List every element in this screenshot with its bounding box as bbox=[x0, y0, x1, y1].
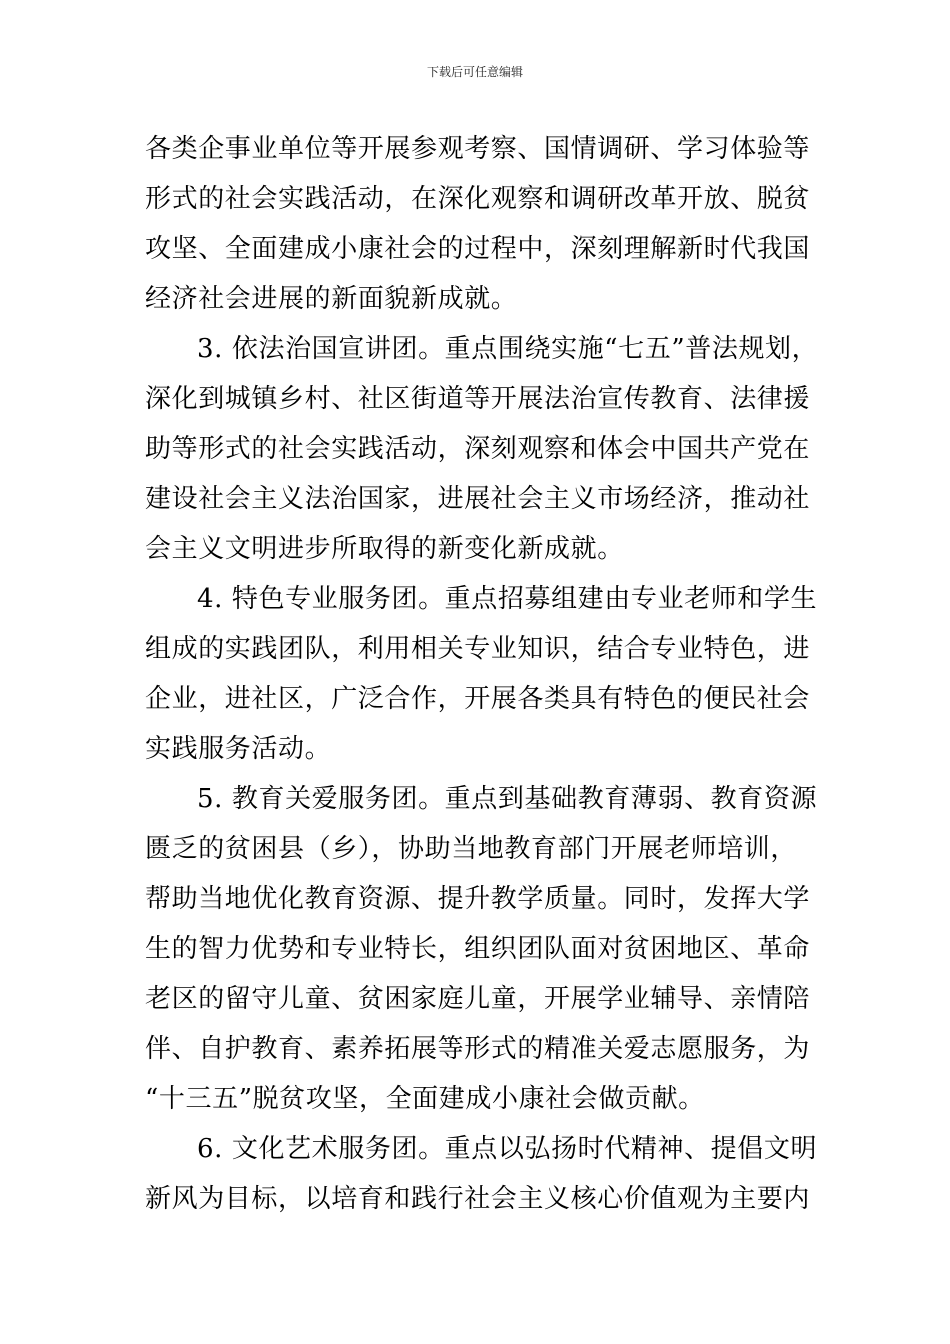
body-text-line: 企业，进社区，广泛合作，开展各类具有特色的便民社会 bbox=[145, 684, 811, 714]
body-text-line: 攻坚、全面建成小康社会的过程中，深刻理解新时代我国 bbox=[145, 234, 811, 264]
body-text-line: 会主义文明进步所取得的新变化新成就。 bbox=[145, 534, 624, 564]
page-header: 下载后可任意编辑 bbox=[426, 65, 523, 79]
body-text-line: “十三五”脱贫攻坚，全面建成小康社会做贡献。 bbox=[145, 1084, 705, 1114]
body-text-line: 深化到城镇乡村、社区街道等开展法治宣传教育、法律援 bbox=[145, 384, 811, 414]
body-text-line: 6. 文化艺术服务团。重点以弘扬时代精神、提倡文明 bbox=[197, 1134, 818, 1164]
body-text-line: 组成的实践团队，利用相关专业知识，结合专业特色，进 bbox=[145, 634, 811, 664]
body-text-line: 实践服务活动。 bbox=[145, 734, 332, 764]
body-text-line: 新风为目标，以培育和践行社会主义核心价值观为主要内 bbox=[145, 1184, 811, 1214]
body-text-line: 形式的社会实践活动，在深化观察和调研改革开放、脱贫 bbox=[145, 184, 811, 214]
body-text-line: 建设社会主义法治国家，进展社会主义市场经济，推动社 bbox=[145, 484, 811, 514]
body-text-line: 匮乏的贫困县（乡），协助当地教育部门开展老师培训， bbox=[145, 834, 798, 864]
body-text-line: 3. 依法治国宣讲团。重点围绕实施“七五”普法规划， bbox=[197, 334, 819, 364]
body-text-line: 生的智力优势和专业特长，组织团队面对贫困地区、革命 bbox=[145, 934, 811, 964]
body-text-line: 老区的留守儿童、贫困家庭儿童，开展学业辅导、亲情陪 bbox=[145, 984, 811, 1014]
document-body bbox=[145, 124, 819, 1224]
body-text-line: 帮助当地优化教育资源、提升教学质量。同时，发挥大学 bbox=[145, 884, 811, 914]
body-text-line: 5. 教育关爱服务团。重点到基础教育薄弱、教育资源 bbox=[197, 784, 818, 814]
body-text-line: 助等形式的社会实践活动，深刻观察和体会中国共产党在 bbox=[145, 434, 811, 464]
body-text-line: 4. 特色专业服务团。重点招募组建由专业老师和学生 bbox=[197, 584, 818, 614]
body-text-line: 伴、自护教育、素养拓展等形式的精准关爱志愿服务，为 bbox=[145, 1034, 811, 1064]
body-text-line: 各类企事业单位等开展参观考察、国情调研、学习体验等 bbox=[145, 134, 811, 164]
body-text-line: 经济社会进展的新面貌新成就。 bbox=[145, 284, 518, 314]
